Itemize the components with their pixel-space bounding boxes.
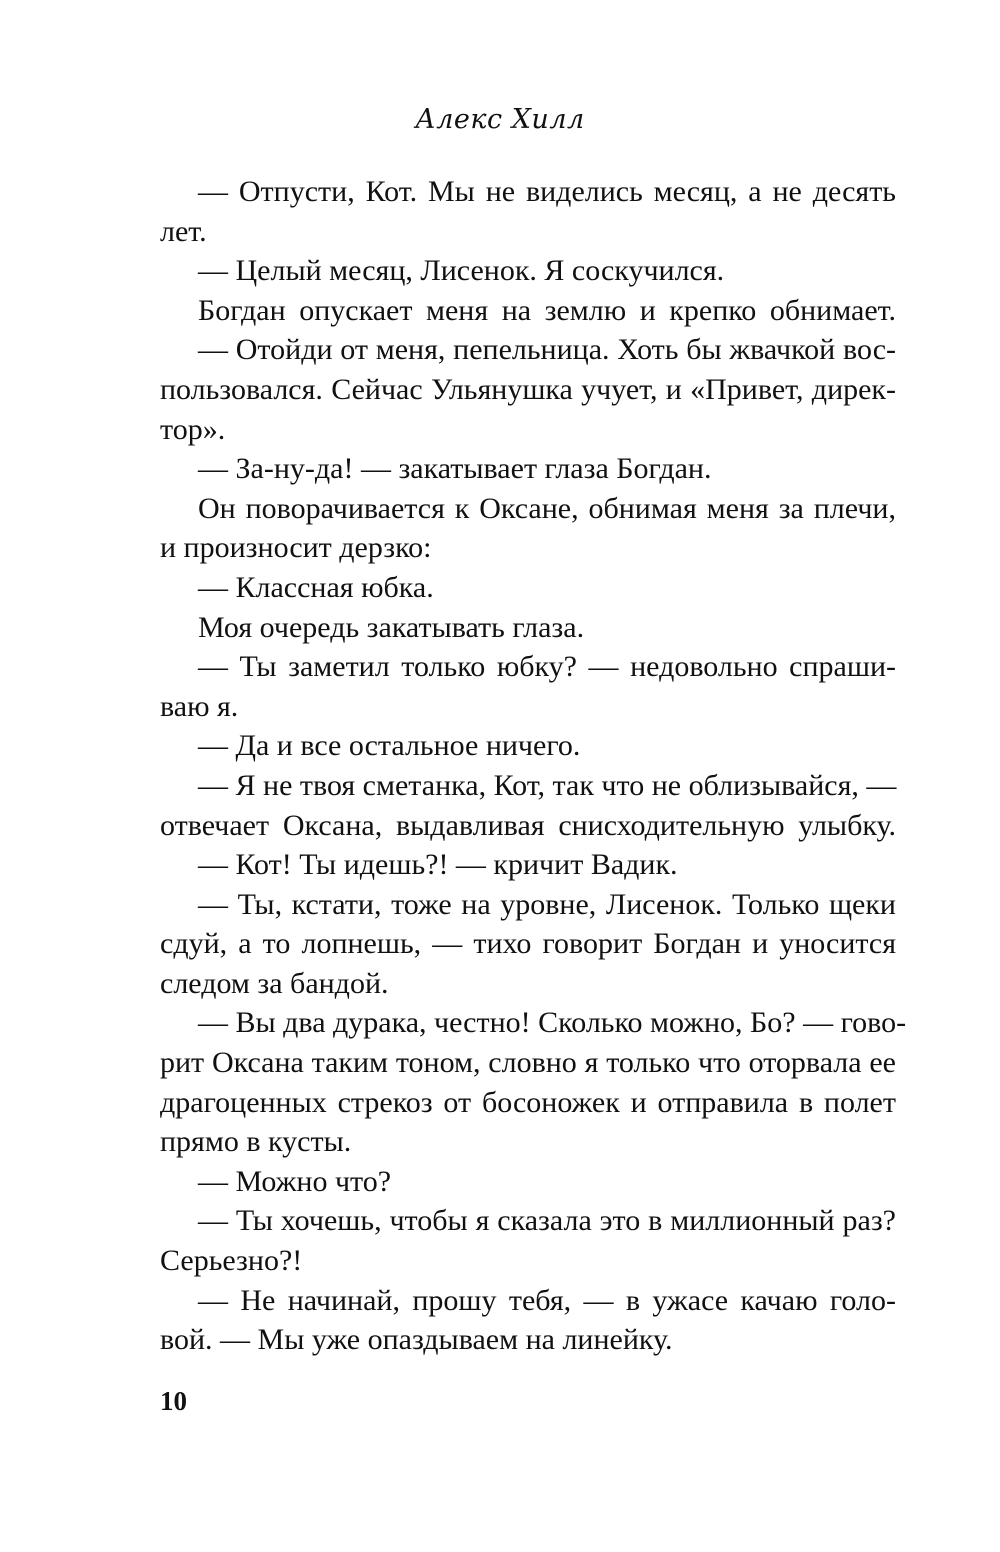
text-line: — Отойди от меня, пепельница. Хоть бы жвачкой вос- bbox=[198, 333, 896, 367]
text-line: тор». bbox=[160, 412, 226, 446]
text-line: — Не начинай, прошу тебя, — в ужасе качаю голо- bbox=[198, 1283, 896, 1317]
text-line: драгоценных стрекоз от босоножек и отправила в полет bbox=[160, 1085, 896, 1119]
text-line: — Вы два дурака, честно! Сколько можно, Бо? — гово- bbox=[198, 1006, 907, 1040]
text-line: рит Оксана таким тоном, словно я только что оторвала ее bbox=[160, 1046, 896, 1080]
text-line: и произносит дерзко: bbox=[160, 531, 432, 565]
text-line: — Да и все остальное ничего. bbox=[198, 729, 581, 763]
text-line: — Ты заметил только юбку? — недовольно спраши- bbox=[198, 650, 896, 684]
text-line: сдуй, а то лопнешь, — тихо говорит Богдан и уносится bbox=[160, 927, 896, 961]
page-number: 10 bbox=[160, 1386, 187, 1416]
text-line: лет. bbox=[160, 214, 207, 248]
text-line: — За-ну-да! — закатывает глаза Богдан. bbox=[198, 452, 712, 486]
page-body-text bbox=[160, 172, 907, 1360]
text-line: Серьезно?! bbox=[160, 1244, 303, 1278]
text-line: — Можно что? bbox=[198, 1164, 392, 1198]
text-line: — Классная юбка. bbox=[198, 570, 434, 604]
text-line: прямо в кусты. bbox=[160, 1125, 352, 1159]
text-line: — Отпусти, Кот. Мы не виделись месяц, а не десять bbox=[198, 175, 896, 208]
text-line: следом за бандой. bbox=[160, 966, 389, 1000]
text-line: Богдан опускает меня на землю и крепко обнимает. bbox=[198, 293, 896, 327]
text-line: — Кот! Ты идешь?! — кричит Вадик. bbox=[198, 848, 678, 882]
text-line: отвечает Оксана, выдавливая снисходительную улыбку. bbox=[160, 808, 896, 842]
text-line: — Я не твоя сметанка, Кот, так что не облизывайся, — bbox=[198, 768, 897, 802]
text-line: Моя очередь закатывать глаза. bbox=[198, 610, 585, 644]
text-line: пользовался. Сейчас Ульянушка учует, и «Привет, дирек- bbox=[160, 372, 896, 406]
text-line: — Ты, кстати, тоже на уровне, Лисенок. Только щеки bbox=[198, 887, 896, 921]
text-line: ваю я. bbox=[160, 689, 239, 723]
text-line: Он поворачивается к Оксане, обнимая меня за плечи, bbox=[198, 491, 896, 525]
text-line: вой. — Мы уже опаздываем на линейку. bbox=[160, 1323, 673, 1357]
text-line: — Ты хочешь, чтобы я сказала это в миллионный раз? bbox=[198, 1204, 896, 1238]
text-line: — Целый месяц, Лисенок. Я соскучился. bbox=[198, 254, 725, 288]
running-header: Алекс Хилл bbox=[415, 104, 585, 135]
